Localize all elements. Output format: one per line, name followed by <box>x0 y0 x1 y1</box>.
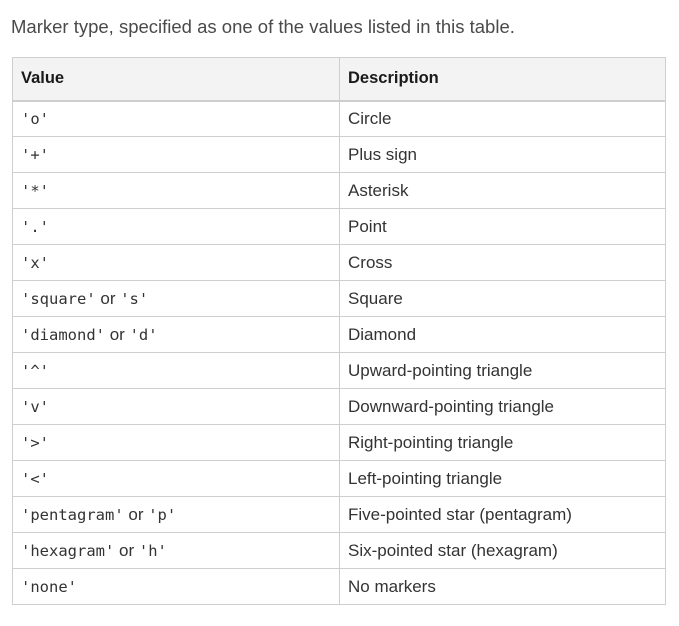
description-cell: Downward-pointing triangle <box>340 389 666 425</box>
marker-type-table <box>12 57 666 605</box>
value-cell <box>13 389 340 425</box>
description-cell: Circle <box>340 101 666 137</box>
table-row <box>13 173 666 209</box>
value-cell <box>13 569 340 605</box>
or-separator: or <box>105 324 130 344</box>
table-row <box>13 425 666 461</box>
description-cell: Six-pointed star (hexagram) <box>340 533 666 569</box>
table-row <box>13 569 666 605</box>
marker-value-code: '.' <box>21 217 49 236</box>
description-cell: Right-pointing triangle <box>340 425 666 461</box>
marker-value-code: '+' <box>21 145 49 164</box>
or-separator: or <box>123 504 149 524</box>
marker-value-code: 'hexagram' <box>21 541 115 560</box>
value-cell <box>13 533 340 569</box>
table-row <box>13 353 666 389</box>
value-cell <box>13 425 340 461</box>
marker-value-code: 'o' <box>21 109 49 128</box>
marker-short-value-code: 'h' <box>138 541 167 560</box>
value-cell <box>13 281 340 317</box>
value-cell <box>13 209 340 245</box>
marker-value-code: 'v' <box>21 397 49 416</box>
value-cell <box>13 101 340 137</box>
marker-value-code: 'x' <box>21 253 49 272</box>
marker-value-code: '>' <box>21 433 49 452</box>
table-row <box>13 497 666 533</box>
table-header-row <box>13 58 666 101</box>
marker-short-value-code: 's' <box>120 289 149 308</box>
table-row <box>13 281 666 317</box>
marker-value-code: 'square' <box>21 289 96 308</box>
table-row <box>13 137 666 173</box>
description-cell: Upward-pointing triangle <box>340 353 666 389</box>
or-separator: or <box>95 288 121 308</box>
table-row <box>13 533 666 569</box>
table-row <box>13 389 666 425</box>
value-cell <box>13 497 340 533</box>
marker-value-code: 'diamond' <box>21 325 105 344</box>
table-body <box>13 101 666 605</box>
description-cell: Asterisk <box>340 173 666 209</box>
description-cell: Point <box>340 209 666 245</box>
column-header-value: Value <box>13 58 340 101</box>
description-cell: Plus sign <box>340 137 666 173</box>
or-separator: or <box>114 540 139 560</box>
table-row <box>13 245 666 281</box>
table-row <box>13 101 666 137</box>
marker-value-code: 'pentagram' <box>21 505 124 524</box>
marker-value-code: '<' <box>21 469 49 488</box>
value-cell <box>13 353 340 389</box>
description-cell: Square <box>340 281 666 317</box>
description-cell: Five-pointed star (pentagram) <box>340 497 666 533</box>
description-cell: Left-pointing triangle <box>340 461 666 497</box>
value-cell <box>13 317 340 353</box>
marker-value-code: '^' <box>21 361 49 380</box>
value-cell <box>13 245 340 281</box>
description-cell: No markers <box>340 569 666 605</box>
table-row <box>13 461 666 497</box>
marker-value-code: 'none' <box>21 577 77 596</box>
value-cell <box>13 137 340 173</box>
table-row <box>13 209 666 245</box>
column-header-description: Description <box>340 58 666 101</box>
intro-text: Marker type, specified as one of the values listed in this table. <box>11 16 515 37</box>
table-row <box>13 317 666 353</box>
description-cell: Diamond <box>340 317 666 353</box>
description-cell: Cross <box>340 245 666 281</box>
value-cell <box>13 173 340 209</box>
marker-short-value-code: 'd' <box>129 325 158 344</box>
marker-short-value-code: 'p' <box>148 505 177 524</box>
marker-value-code: '*' <box>21 181 49 200</box>
value-cell <box>13 461 340 497</box>
